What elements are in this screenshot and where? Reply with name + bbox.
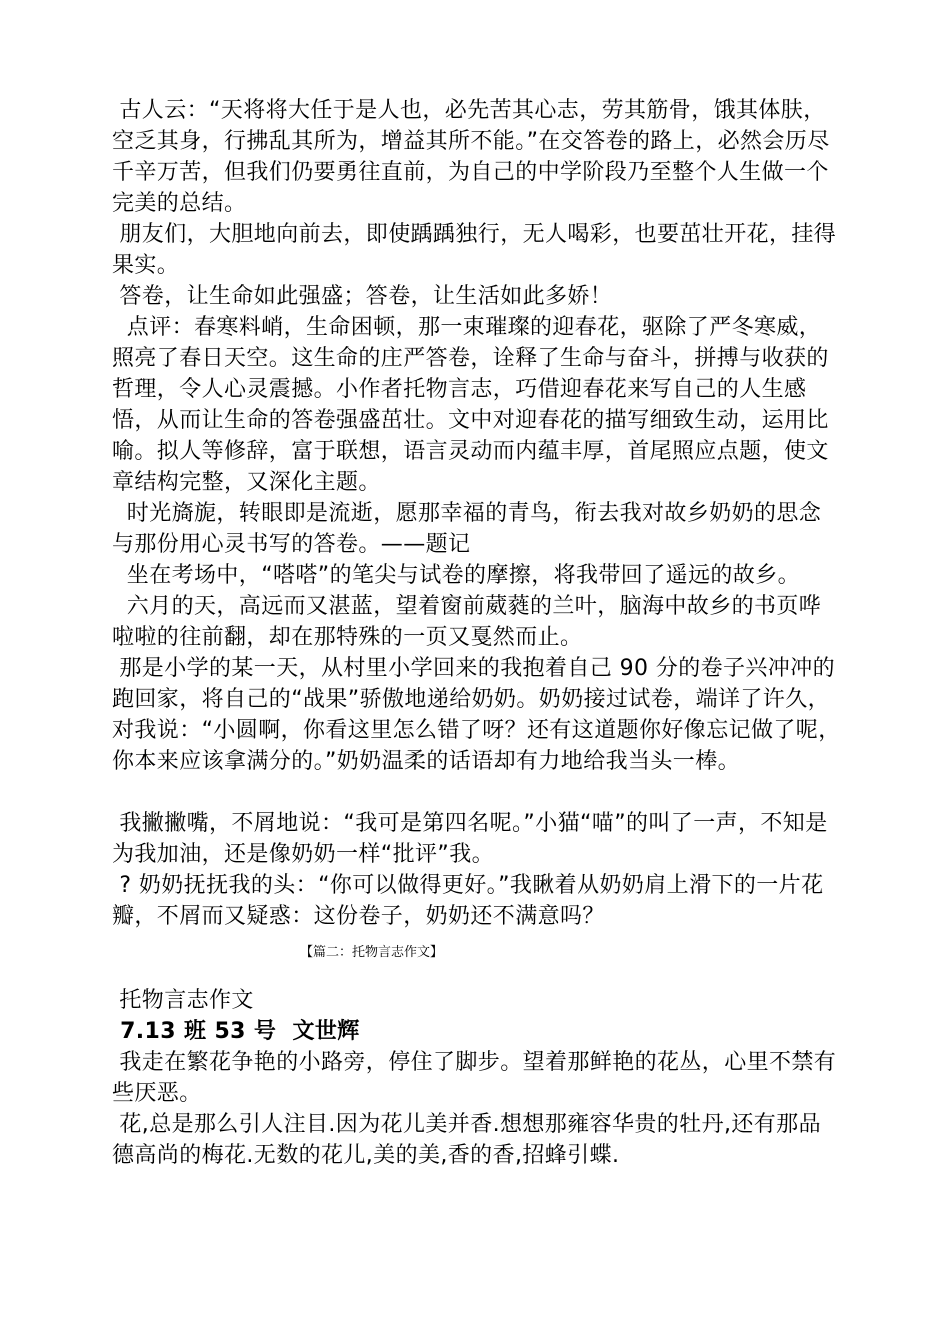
paragraph-dian-ping: 点评：春寒料峭，生命困顿，那一束璀璨的迎春花，驱除了严冬寒威，照亮了春日天空。这生命的庄严答卷，诠释了生命与奋斗，拼搏与收获的哲理，令人心灵震撼。小作者托物言志，巧借迎春花来写自己的人生感悟，从而让生命的答卷强盛茁壮。文中对迎春花的描写细致生动，运用比喻。拟人等修辞，富于联想，语言灵动而内蕴丰厚，首尾照应点题，使文章结构完整，又深化主题。 bbox=[112, 315, 829, 495]
paragraph-da-juan: 答卷，让生命如此强盛；答卷，让生活如此多娇！ bbox=[112, 284, 613, 309]
paragraph-kao-chang: 坐在考场中，“嗒嗒”的笔尖与试卷的摩擦，将我带回了遥远的故乡。 bbox=[112, 563, 800, 588]
paragraph-pie-zui: 我撇撇嘴，不屑地说：“我可是第四名呢。”小猫“喵”的叫了一声，不知是为我加油，还是像奶奶一样“批评”我。 bbox=[112, 811, 828, 867]
paragraph-peng-you-men: 朋友们，大胆地向前去，即使踽踽独行，无人喝彩，也要茁壮开花，挂得果实。 bbox=[112, 222, 837, 278]
essay-paragraph-fan-hua: 我走在繁花争艳的小路旁，停住了脚步。望着那鲜艳的花丛，心里不禁有些厌恶。 bbox=[112, 1050, 837, 1106]
paragraph-ti-ji: 时光旖旎，转眼即是流逝，愿那幸福的青鸟，衔去我对故乡奶奶的思念与那份用心灵书写的答卷。——题记 bbox=[112, 501, 822, 557]
author-line: 7.13 班 53 号 文世辉 bbox=[112, 1019, 360, 1044]
essay-title: 托物言志作文 bbox=[112, 988, 254, 1013]
section-caption: 【篇二：托物言志作文】 bbox=[300, 945, 444, 960]
essay-paragraph-hua: 花,总是那么引人注目.因为花儿美并香.想想那雍容华贵的牡丹,还有那品德高尚的梅花.无数的花儿,美的美,香的香,招蜂引蝶. bbox=[112, 1112, 821, 1168]
paragraph-gu-ren-yun: 古人云：“天将将大任于是人也，必先苦其心志，劳其筋骨，饿其体肤，空乏其身，行拂乱其所为，增益其所不能。”在交答卷的路上，必然会历尽千辛万苦，但我们仍要勇往直前，为自己的中学阶段乃至整个人生做一个完美的总结。 bbox=[112, 98, 830, 216]
paragraph-fu-tou: ? 奶奶抚抚我的头：“你可以做得更好。”我瞅着从奶奶肩上滑下的一片花瓣，不屑而又疑惑：这份卷子，奶奶还不满意吗？ bbox=[112, 873, 824, 929]
paragraph-xiao-xue: 那是小学的某一天，从村里小学回来的我抱着自己 90 分的卷子兴冲冲的跑回家，将自己的“战果”骄傲地递给奶奶。奶奶接过试卷，端详了许久，对我说：“小圆啊，你看这里怎么错了呀？还有这道题你好像忘记做了呢，你本来应该拿满分的。”奶奶温柔的话语却有力地给我当头一棒。 bbox=[112, 656, 841, 774]
paragraph-liu-yue: 六月的天，高远而又湛蓝，望着窗前葳蕤的兰叶，脑海中故乡的书页哗啦啦的往前翻，却在那特殊的一页又戛然而止。 bbox=[112, 594, 822, 650]
